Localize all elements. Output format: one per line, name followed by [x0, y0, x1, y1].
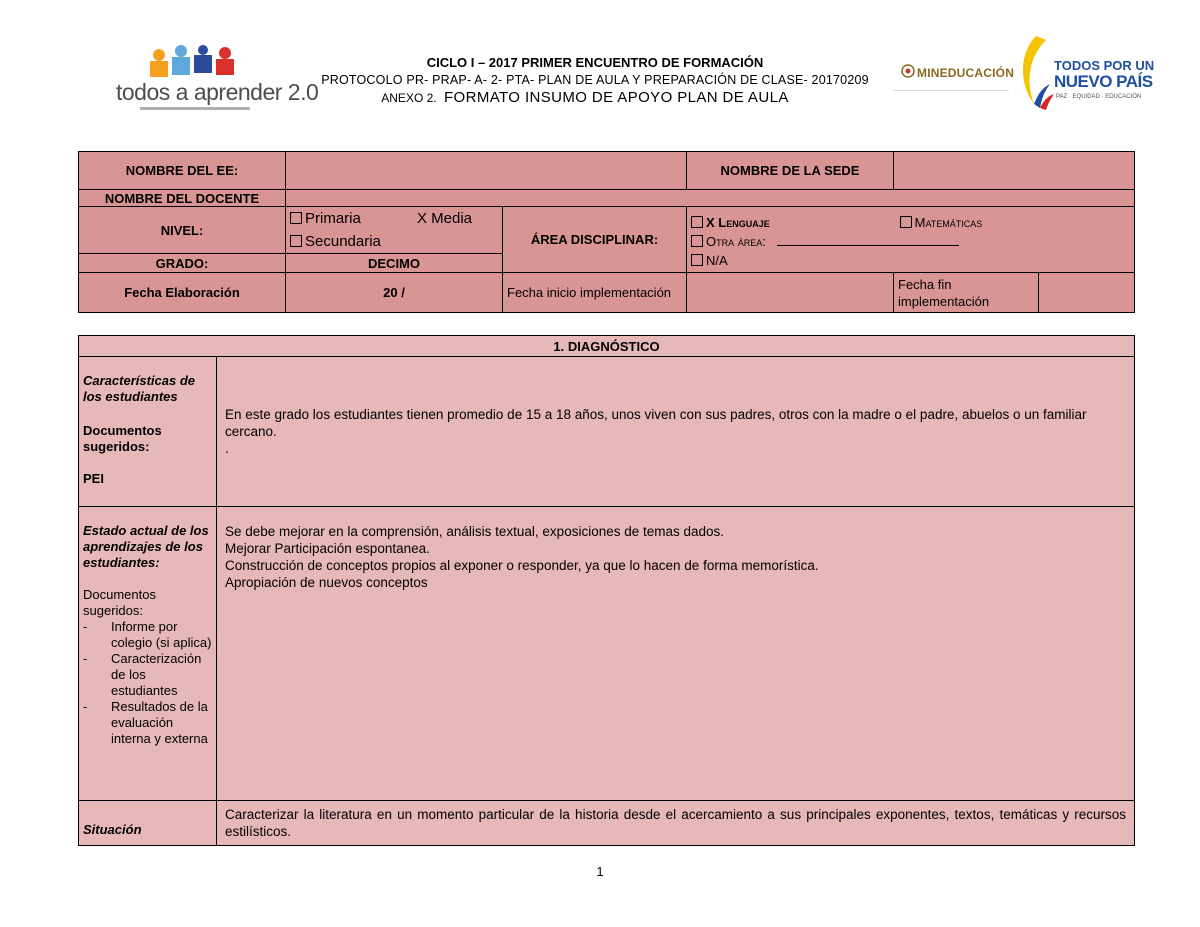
- docente-field[interactable]: [286, 190, 1135, 207]
- logo-underline: [140, 107, 250, 110]
- nivel-primaria-label: Primaria: [305, 210, 361, 227]
- annex-title: FORMATO INSUMO DE APOYO PLAN DE AULA: [443, 89, 789, 106]
- todos-line1: TODOS POR UN: [1054, 58, 1155, 73]
- nivel-secundaria-label: Secundaria: [305, 233, 381, 250]
- caracteristicas-docs-label: Documentos sugeridos:: [83, 423, 162, 454]
- fecha-elaboracion-value[interactable]: 20 /: [286, 273, 503, 313]
- logo-text: todos a aprender 2.0: [116, 79, 319, 105]
- nombre-sede-field[interactable]: [894, 152, 1135, 190]
- estado-content[interactable]: [217, 507, 1135, 801]
- todos-line3: PAZ · EQUIDAD · EDUCACIÓN: [1056, 94, 1142, 100]
- info-table: [78, 151, 1135, 313]
- area-otra-label: Otra área:: [706, 234, 766, 249]
- nombre-ee-label: NOMBRE DEL EE:: [79, 152, 286, 190]
- document-header: [300, 55, 890, 106]
- nivel-secundaria-checkbox[interactable]: [290, 235, 302, 247]
- caracteristicas-text: En este grado los estudiantes tienen promedio de 15 a 18 años, unos viven con sus padres, otros con la madre o el padre, abuelos o un familiar cercano.: [225, 407, 1087, 439]
- caracteristicas-dot: .: [225, 441, 229, 456]
- grado-label: GRADO:: [79, 254, 286, 273]
- estado-docs-label: Documentos sugeridos:: [83, 587, 156, 618]
- nombre-ee-field[interactable]: [286, 152, 687, 190]
- estado-label-cell: [79, 507, 217, 801]
- estado-line: Apropiación de nuevos conceptos: [225, 575, 428, 590]
- shield-icon: [901, 64, 915, 78]
- situacion-content[interactable]: Caracterizar la literatura en un momento particular de la historia desde el acercamiento a sus principales exponentes, textos, temáticas y recursos estilísticos.: [217, 801, 1135, 846]
- area-matematicas-checkbox[interactable]: [900, 216, 912, 228]
- nivel-label: NIVEL:: [79, 207, 286, 254]
- diagnostico-table: [78, 335, 1135, 846]
- page-number: 1: [596, 864, 604, 879]
- caracteristicas-content[interactable]: [217, 357, 1135, 507]
- estado-docs-list: [83, 619, 212, 747]
- todos-por-un-nuevo-pais-logo: [1016, 32, 1155, 112]
- caracteristicas-label-cell: [79, 357, 217, 507]
- todos-line2: NUEVO PAÍS: [1054, 72, 1153, 91]
- area-lenguaje-label: X Lenguaje: [706, 215, 770, 230]
- nivel-media-label[interactable]: X Media: [417, 210, 473, 227]
- area-otra-checkbox[interactable]: [691, 235, 703, 247]
- estado-doc-item: - Resultados de la evaluación interna y externa: [83, 699, 212, 747]
- header-protocol: PROTOCOLO PR- PRAP- A- 2- PTA- PLAN DE AULA Y PREPARACIÓN DE CLASE- 20170209: [321, 73, 869, 87]
- nivel-primaria-checkbox[interactable]: [290, 212, 302, 224]
- estado-title: Estado actual de los aprendizajes de los estudiantes:: [83, 523, 209, 570]
- area-matematicas-label: Matemáticas: [914, 215, 983, 230]
- area-lenguaje-checkbox[interactable]: [691, 216, 703, 228]
- estado-line: Se debe mejorar en la comprensión, análisis textual, exposiciones de temas dados.: [225, 524, 725, 539]
- header-annex: [280, 89, 890, 106]
- fecha-inicio-field[interactable]: [687, 273, 894, 313]
- mineducacion-text: MINEDUCACIÓN: [917, 66, 1015, 80]
- diagnostico-heading: 1. DIAGNÓSTICO: [79, 336, 1135, 357]
- caracteristicas-title: Características de los estudiantes: [83, 373, 196, 404]
- area-label: ÁREA DISCIPLINAR:: [503, 207, 687, 273]
- estado-doc-item: - Caracterización de los estudiantes: [83, 651, 212, 699]
- grado-value[interactable]: DECIMO: [286, 254, 503, 273]
- fecha-fin-field[interactable]: [1039, 273, 1135, 313]
- estado-line: Construcción de conceptos propios al exponer o responder, ya que lo hacen de forma memorística.: [225, 558, 819, 573]
- area-otra-input[interactable]: [777, 233, 959, 246]
- caracteristicas-pei: PEI: [83, 471, 104, 486]
- nivel-options: [286, 207, 503, 254]
- estado-line: Mejorar Participación espontanea.: [225, 541, 430, 556]
- fecha-elaboracion-label: Fecha Elaboración: [79, 273, 286, 313]
- area-options: [687, 207, 1135, 273]
- area-na-label: N/A: [706, 253, 728, 268]
- situacion-label: Situación: [79, 801, 217, 846]
- nombre-sede-label: NOMBRE DE LA SEDE: [687, 152, 894, 190]
- estado-doc-item: - Informe por colegio (si aplica): [83, 619, 212, 651]
- area-na-checkbox[interactable]: [691, 254, 703, 266]
- header-title: CICLO I – 2017 PRIMER ENCUENTRO DE FORMACIÓN: [426, 55, 764, 70]
- todos-a-aprender-logo: [110, 45, 319, 115]
- annex-prefix: ANEXO 2.: [381, 91, 437, 105]
- mineducacion-logo: [893, 54, 1015, 91]
- fecha-fin-label: Fecha fin implementación: [894, 273, 1039, 313]
- docente-label: NOMBRE DEL DOCENTE: [79, 190, 286, 207]
- colombia-flag-swoosh-icon: [1016, 32, 1056, 112]
- fecha-inicio-label: Fecha inicio implementación: [503, 273, 687, 313]
